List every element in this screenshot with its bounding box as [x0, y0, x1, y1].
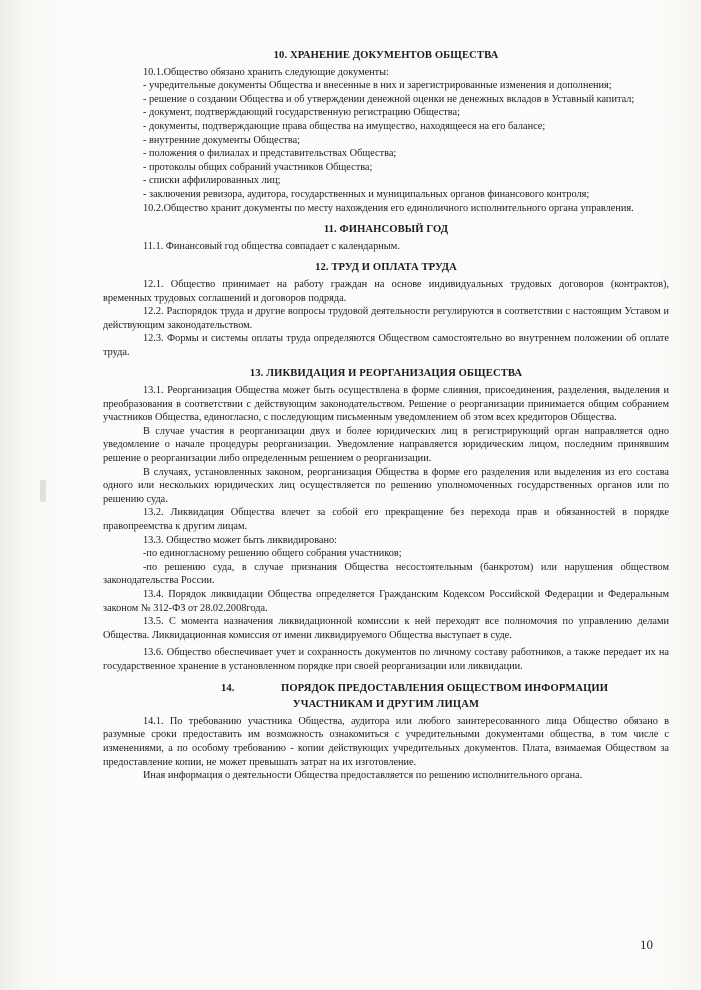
s13-p10: 13.6. Общество обеспечивает учет и сохранность документов по личному составу работников, а также передает их на государственное хранение в установленном порядке при своей реорганизации или ликвидации. — [103, 647, 669, 672]
s13-p4: 13.2. Ликвидация Общества влечет за собой его прекращение без перехода прав и обязанностей в порядке правопреемства к другим лицам. — [103, 507, 669, 532]
s10-item: - решение о создании Общества и об утверждении денежной оценки не денежных вкладов в Уставный капитал; — [143, 93, 635, 105]
paper-crease — [40, 480, 46, 502]
s13-p9: 13.5. С момента назначения ликвидационной комиссии к ней переходят все полномочия по управлению делами Общества. Ликвидационная комиссия от имени ликвидируемого Общества выступает в суде. — [103, 616, 669, 641]
section-14-title-line2: УЧАСТНИКАМ И ДРУГИМ ЛИЦАМ — [292, 699, 480, 711]
s13-p7: -по решению суда, в случае признания Общества несостоятельным (банкротом) или нарушения обществом законодательства России. — [103, 561, 669, 587]
s13-p6: -по единогласному решению общего собрания участников; — [143, 548, 402, 560]
s10-item: - положения о филиалах и представительствах Общества; — [143, 148, 397, 160]
s13-p1: 13.1. Реорганизация Общества может быть осуществлена в форме слияния, присоединения, разделения, выделения и преобразования в соответствии с действующим законодательством. Решение о реорганизации принимается общим собранием участников Общества, единогласно, с последующим письменным уведомлением об этом всех кредиторов Общества. — [103, 385, 669, 424]
s14-p1: 14.1. По требованию участника Общества, аудитора или любого заинтересованного лица Общество обязано в разумные сроки предоставить им возможность ознакомиться с учредительными документами общества, в том числе с изменениями, а по особому требованию - копии действующих учредительных документов. Плата, взимаемая Обществом за предоставление копии, не может превышать затрат на их изготовление. — [103, 715, 669, 768]
document-body — [103, 49, 669, 783]
s13-p5: 13.3. Общество может быть ликвидировано: — [143, 534, 338, 546]
s10-item: - внутренние документы Общества; — [143, 134, 301, 146]
s10-item: - документ, подтверждающий государственную регистрацию Общества; — [143, 107, 460, 119]
s14-p2: Иная информация о деятельности Общества предоставляется по решению исполнительного органа. — [143, 770, 583, 782]
s10-p1: 10.1.Общество обязано хранить следующие документы: — [143, 66, 389, 78]
section-12-title: 12. ТРУД И ОПЛАТА ТРУДА — [315, 262, 457, 274]
section-14-title — [103, 682, 669, 696]
section-14-number: 14. — [221, 682, 235, 694]
s11-p1: 11.1. Финансовый год общества совпадает с календарным. — [143, 240, 400, 252]
s13-p8: 13.4. Порядок ликвидации Общества определяется Гражданским Кодексом Российской Федерации и Федеральным законом № 312-ФЗ от 28.02.2008года. — [103, 588, 669, 614]
s12-p1: 12.1. Общество принимает на работу граждан на основе индивидуальных трудовых договоров (контрактов), временных трудовых соглашений и договоров подряда. — [103, 278, 669, 304]
section-10-title: 10. ХРАНЕНИЕ ДОКУМЕНТОВ ОБЩЕСТВА — [273, 50, 499, 61]
section-13-title: 13. ЛИКВИДАЦИЯ И РЕОРГАНИЗАЦИЯ ОБЩЕСТВА — [249, 368, 523, 380]
s12-p3: 12.3. Формы и системы оплаты труда определяются Обществом самостоятельно во внутреннем положении об оплате труда. — [103, 333, 669, 358]
section-11-title: 11. ФИНАНСОВЫЙ ГОД — [323, 224, 449, 236]
s12-p2: 12.2. Распорядок труда и другие вопросы трудовой деятельности регулируются в соответствии с настоящим Уставом и действующим законодательством. — [103, 306, 669, 331]
page-number: 10 — [640, 937, 653, 952]
s10-item: - списки аффилированных лиц; — [143, 175, 281, 187]
s13-p3: В случаях, установленных законом, реорганизация Общества в форме его разделения или выделения из его состава одного или нескольких юридических лиц осуществляется по решению уполномоченных государственных органов или по решению суда. — [103, 466, 669, 505]
s13-p2: В случае участия в реорганизации двух и более юридических лиц в регистрирующий орган направляется одно уведомление о начале процедуры реорганизации. Уведомление направляется юридическим лицом, последним принявшим решение о реорганизации либо определенным решением о реорганизации. — [103, 425, 669, 465]
s10-item: - документы, подтверждающие права общества на имущество, находящееся на его балансе; — [143, 120, 546, 132]
s10-item: - протоколы общих собраний участников Общества; — [143, 161, 373, 173]
s10-item: - учредительные документы Общества и внесенные в них и зарегистрированные изменения и дополнения; — [143, 80, 612, 92]
s10-item: - заключения ревизора, аудитора, государственных и муниципальных органов финансового контроля; — [143, 188, 590, 200]
section-14-title-line1: ПОРЯДОК ПРЕДОСТАВЛЕНИЯ ОБЩЕСТВОМ ИНФОРМАЦИИ — [281, 682, 609, 694]
s10-p2: 10.2.Общество хранит документы по месту нахождения его единоличного исполнительного органа управления. — [143, 202, 634, 214]
